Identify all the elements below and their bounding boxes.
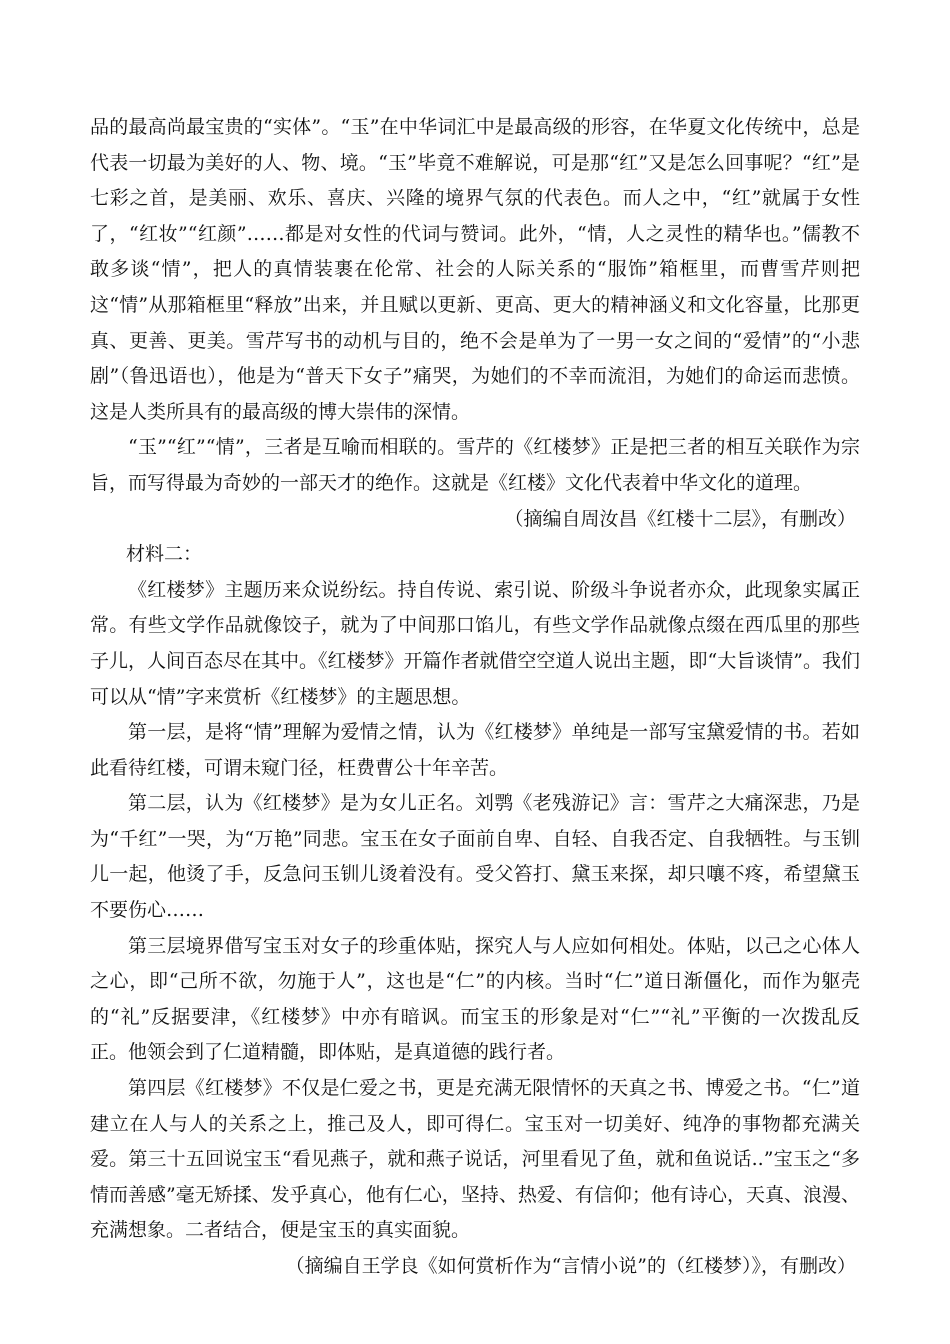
material-two-paragraph-4: 第三层境界借写宝玉对女子的珍重体贴，探究人与人应如何相处。体贴，以己之心体人之心，即“己所不欲，勿施于人”，这也是“仁”的内核。当时“仁”道日渐僵化，而作为躯壳的“礼”反据要津，《红楼梦》中亦有暗讽。而宝玉的形象是对“仁”“礼”平衡的一次拨乱反正。他领会到了仁道精髓，即体贴，是真道德的践行者。 (90, 934, 860, 1064)
material-two-source: （摘编自王学良《如何赏析作为“言情小说”的（红楼梦）》，有删改） (285, 1255, 856, 1277)
material-one-paragraph-1: 品的最高尚最宝贵的“实体”。“玉”在中华词汇中是最高级的形容，在华夏文化传统中，总是代表一切最为美好的人、物、境。“玉”毕竟不难解说，可是那“红”又是怎么回事呢？“红”是七彩之首，是美丽、欢乐、喜庆、兴隆的境界气氛的代表色。而人之中，“红”就属于女性了，“红妆”“红颜”……都是对女性的代词与赞词。此外，“情，人之灵性的精华也。”儒教不敢多谈“情”，把人的真情装裹在伦常、社会的人际关系的“服饰”箱框里，而曹雪芹则把这“情”从那箱框里“释放”出来，并且赋以更新、更高、更大的精神涵义和文化容量，比那更真、更善、更美。雪芹写书的动机与目的，绝不会是单为了一男一女之间的“爱情”的“小悲剧”（鲁迅语也），他是为“普天下女子”痛哭，为她们的不幸而流泪，为她们的命运而悲愤。这是人类所具有的最高级的博大崇伟的深情。 (90, 116, 860, 423)
material-two-label: 材料二： (126, 543, 203, 566)
material-one-source: （摘编自周汝昌《红楼十二层》，有删改） (504, 507, 856, 530)
material-two-paragraph-2: 第一层，是将“情”理解为爱情之情，认为《红楼梦》单纯是一部写宝黛爱情的书。若如此看待红楼，可谓未窥门径，枉费曹公十年辛苦。 (90, 721, 860, 779)
material-one-paragraph-2: “玉”“红”“情”，三者是互喻而相联的。雪芹的《红楼梦》正是把三者的相互关联作为宗旨，而写得最为奇妙的一部天才的绝作。这就是《红楼》文化代表着中华文化的道理。 (90, 436, 860, 494)
material-two-paragraph-1: 《红楼梦》主题历来众说纷纭。持自传说、索引说、阶级斗争说者亦众，此现象实属正常。有些文学作品就像饺子，就为了中间那口馅儿，有些文学作品就像点缀在西瓜里的那些子儿，人间百态尽在其中。《红楼梦》开篇作者就借空空道人说出主题，即“大旨谈情”。我们可以从“情”字来赏析《红楼梦》的主题思想。 (90, 578, 860, 708)
material-two-paragraph-5: 第四层《红楼梦》不仅是仁爱之书，更是充满无限情怀的天真之书、博爱之书。“仁”道建立在人与人的关系之上，推己及人，即可得仁。宝玉对一切美好、纯净的事物都充满关爱。第三十五回说宝玉“看见燕子，就和燕子说话，河里看见了鱼，就和鱼说话..”宝玉之“多情而善感”毫无矫揉、发乎真心，他有仁心，坚持、热爱、有信仰；他有诗心，天真、浪漫、充满想象。二者结合，便是宝玉的真实面貌。 (90, 1077, 860, 1242)
material-two-paragraph-3: 第二层，认为《红楼梦》是为女儿正名。刘鹗《老残游记》言：雪芹之大痛深悲，乃是为“千红”一哭，为“万艳”同悲。宝玉在女子面前自卑、自轻、自我否定、自我牺牲。与玉钏儿一起，他烫了手，反急问玉钏儿烫着没有。受父笞打、黛玉来探，却只嚷不疼，希望黛玉不要伤心…… (90, 792, 860, 922)
